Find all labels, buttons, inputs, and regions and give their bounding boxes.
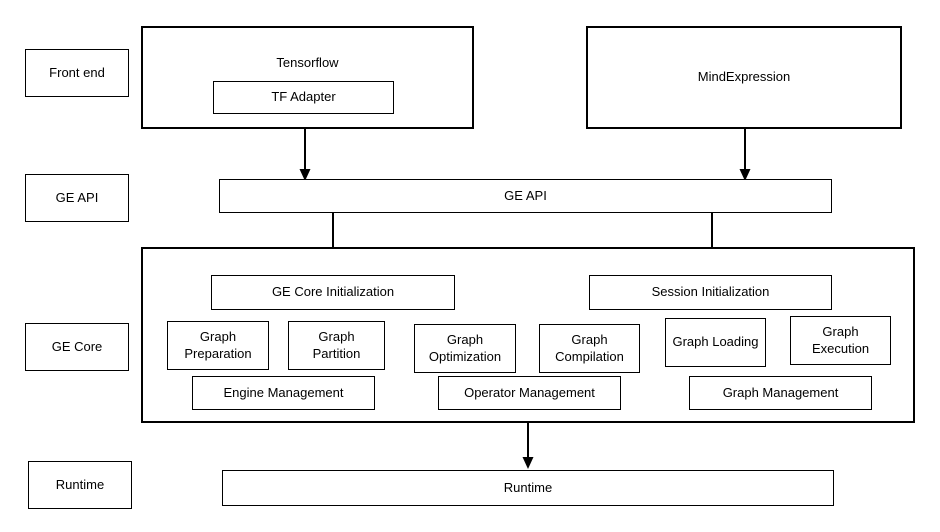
frontend-tf-adapter-box [213, 81, 394, 114]
frontend-tensorflow-title: Tensorflow [276, 55, 339, 70]
row-label-ge-api [25, 174, 129, 222]
session-initialization-label: Session Initialization [651, 284, 770, 300]
session-initialization-box [589, 275, 832, 310]
module-graph-optimization [414, 324, 516, 373]
module-graph-loading [665, 318, 766, 367]
module-graph-optimization-label: Graph Optimization [428, 332, 502, 364]
row-label-front-end [25, 49, 129, 97]
row-label-ge-core-text: GE Core [51, 338, 103, 354]
module-graph-partition-label: Graph Partition [312, 329, 361, 361]
row-label-ge-api-text: GE API [55, 189, 99, 205]
row-label-ge-core [25, 323, 129, 371]
module-graph-compilation [539, 324, 640, 373]
row-label-runtime-text: Runtime [55, 476, 105, 492]
arrow-tensorflow-to-ge-api [296, 129, 314, 182]
row-label-front-end-text: Front end [49, 64, 105, 80]
row-label-runtime [28, 461, 132, 509]
module-graph-loading-label: Graph Loading [672, 334, 759, 350]
frontend-tf-adapter-label: TF Adapter [271, 89, 336, 105]
module-operator-management [438, 376, 621, 410]
module-graph-management [689, 376, 872, 410]
frontend-mindexpression-container [586, 26, 902, 129]
runtime-box-label: Runtime [503, 479, 553, 495]
module-graph-compilation-label: Graph Compilation [555, 332, 624, 364]
ge-core-initialization-label: GE Core Initialization [271, 284, 395, 300]
ge-api-box [219, 179, 832, 213]
ge-api-box-label: GE API [504, 187, 547, 203]
arrow-ge-core-to-runtime [519, 423, 537, 470]
arrow-mindexpression-to-ge-api [736, 129, 754, 182]
module-graph-preparation-label: Graph Preparation [184, 329, 252, 361]
frontend-mindexpression-title: MindExpression [697, 69, 791, 85]
module-engine-management-label: Engine Management [223, 384, 344, 400]
module-graph-management-label: Graph Management [722, 384, 839, 400]
module-graph-preparation [167, 321, 269, 370]
module-graph-execution-label: Graph Execution [811, 324, 870, 356]
module-engine-management [192, 376, 375, 410]
module-graph-execution [790, 316, 891, 365]
module-graph-partition [288, 321, 385, 370]
runtime-box [222, 470, 834, 506]
module-operator-management-label: Operator Management [464, 384, 595, 400]
ge-core-initialization-box [211, 275, 455, 310]
